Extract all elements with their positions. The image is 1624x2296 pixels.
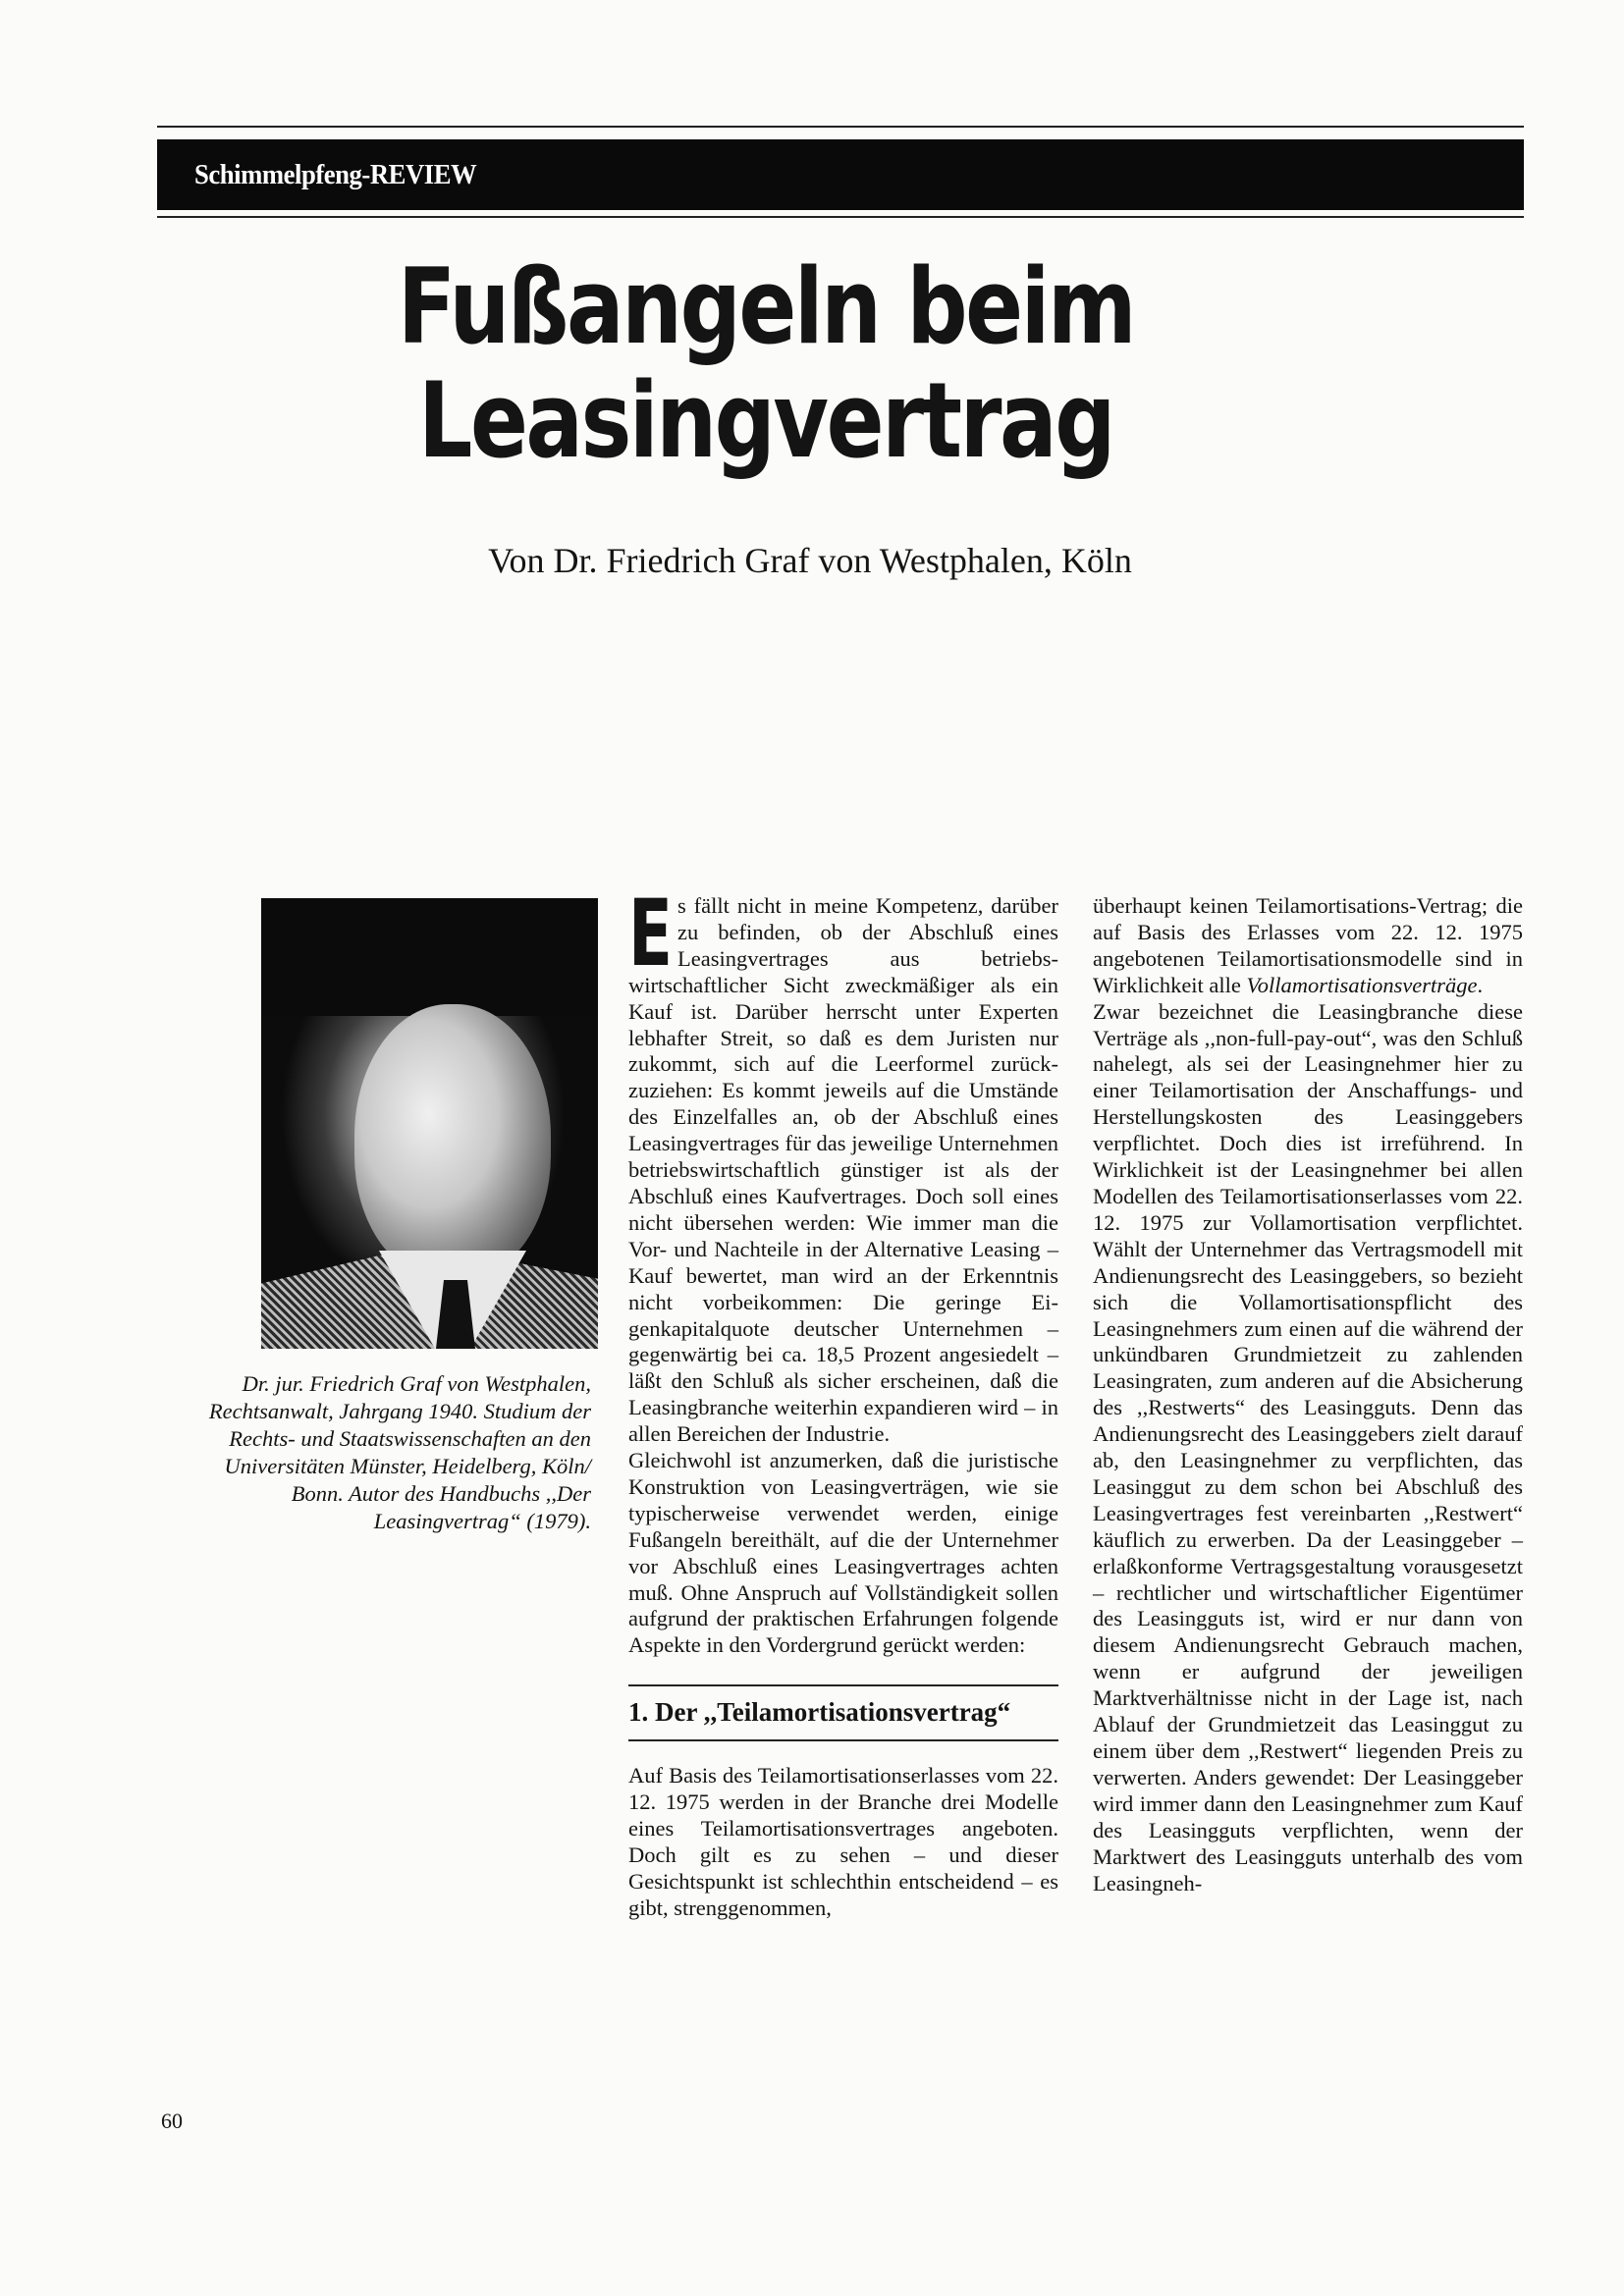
body-column-middle [628,881,1058,1922]
publication-banner [157,139,1524,210]
right-paragraph-2: Zwar bezeichnet die Leasingbranche diese Verträge als ,,non-full-pay-out“, was den Schluß nahelegt, als sei der Leasingnehmer hier zu einer Teilamortisation der Anschaffungs- und Herstellungskosten des Leasinggebers verpflichtet. Doch dies ist irreführend. In Wirklichkeit ist der Leasingnehmer bei allen Modellen des Teilamortisationserlasses vom 22. 12. 1975 zur Vollamortisation verpflichtet. Wählt der Unternehmer das Vertragsmodell mit Andienungsrecht des Leasinggebers, so bezieht sich die Vollamortisationspflicht des Leasingnehmers zum einen auf die während der unkündbaren Grundmietzeit zu zahlenden Leasingraten, zum anderen auf die Absicherung des ,,Restwerts“ des Leasingguts. Denn das Andienungsrecht des Leasinggebers zielt darauf ab, den Leasingnehmer zu verpflichten, das Leasinggut zu dem schon bei Abschluß des Leasingvertrages fest vereinbarten ,,Restwert“ käuflich zu erwerben. Da der Leasinggeber – erlaßkonforme Vertragsgestaltung vorausgesetzt – rechtlicher und wirtschaftlicher Eigentümer des Leasingguts ist, wird er nur dann von diesem Andienungsrecht Gebrauch machen, wenn er aufgrund der jeweiligen Marktverhältnisse nicht in der Lage ist, nach Ablauf der Grundmietzeit das Leasinggut zu einem über dem ,,Restwert“ liegenden Preis zu verwerten. Anders gewendet: Der Leasinggeber wird immer dann den Leasingnehmer zum Kauf des Leasingguts verpflichten, wenn der Marktwert des Leasingguts unterhalb des vom Leasingneh- [1093,998,1523,1896]
intro-paragraph-1-text: s fällt nicht in meine Kompetenz, darüber zu befinden, ob der Abschluß eines Leasingvertrages aus betriebswirtschaftlicher Sicht zweckmäßiger als ein Kauf ist. Darüber herrscht unter Experten lebhafter Streit, so daß es dem Juristen nur zukommt, sich auf die Leerformel zurückzuziehen: Es kommt jeweils auf die Umstände des Einzelfalles an, ob der Abschluß eines Leasingvertrages für das jeweilige Unternehmen betriebswirtschaftlich günstiger ist als der Abschluß eines Kaufvertrages. Doch soll eines nicht übersehen werden: Wie immer man die Vor- und Nachteile in der Alternative Leasing – Kauf bewertet, man wird an der Erkenntnis nicht vorbeikommen: Die geringe Eigenkapitalquote deutscher Unternehmen – gegenwärtig bei ca. 18,5 Prozent angesiedelt – läßt den Schluß als sicher erscheinen, daß die Leasingbranche weiterhin expandieren wird – in allen Bereichen der Industrie. [628,893,1058,1447]
photo-hair-shape [261,898,598,1016]
photo-face-shape [354,1004,551,1279]
right-paragraph-1-text: überhaupt keinen Teilamortisations-Vertrag; die auf Basis des Erlasses vom 22. 12. 1975 angebotenen Teilamortisationsmodelle sind in Wirklichkeit alle [1093,893,1523,997]
caption-line: Universitäten Münster, Heidelberg, Köln/ [224,1454,591,1478]
emphasis-vollamortisation: Vollamortisationsverträge [1246,972,1478,997]
right-paragraph-1 [1093,893,1523,999]
header-rule-top [157,126,1524,128]
article-title [363,246,1168,481]
right-paragraph-1-end: . [1477,972,1484,997]
caption-line: Bonn. Autor des Handbuchs ,,Der [291,1481,591,1506]
publication-name: Schimmelpfeng-REVIEW [194,158,477,190]
header-rule-bottom [157,216,1524,218]
article-title-line-1: Fußangeln beim [397,246,1135,367]
intro-paragraph-2: Gleichwohl ist anzumerken, daß die juristische Konstruktion von Leasingverträgen, wie sie typischerweise verwendet werden, einige Fußangeln bereithält, auf die der Unternehmer vor Abschluß eines Leasingvertrages achten muß. Ohne Anspruch auf Vollständigkeit sollen aufgrund der praktischen Erfahrungen folgende Aspekte in den Vordergrund gerückt werden: [628,1448,1058,1658]
section-heading-1: 1. Der ,,Teilamortisationsvertrag“ [628,1684,1058,1741]
author-caption [187,1370,591,1535]
caption-line: Leasingvertrag“ (1979). [373,1509,591,1533]
drop-cap: E [628,881,673,988]
body-column-right [1093,893,1523,1896]
article-title-line-2: Leasingvertrag [418,360,1113,481]
caption-line: Rechtsanwalt, Jahrgang 1940. Studium der [208,1399,591,1423]
intro-paragraph-1 [628,881,1058,1448]
page-number: 60 [161,2109,183,2133]
section-1-paragraph-1: Auf Basis des Teilamortisationserlasses vom 22. 12. 1975 werden in der Branche drei Modelle eines Teilamortisationsvertrages angeboten. Doch gilt es zu sehen – und dieser Gesichtspunkt ist schlechthin entscheidend – es gibt, strenggenommen, [628,1763,1058,1920]
caption-line: Dr. jur. Friedrich Graf von Westphalen, [242,1371,591,1396]
article-byline: Von Dr. Friedrich Graf von Westphalen, Köln [488,541,1132,580]
author-photo [261,898,598,1349]
caption-line: Rechts- und Staatswissenschaften an den [229,1426,591,1451]
